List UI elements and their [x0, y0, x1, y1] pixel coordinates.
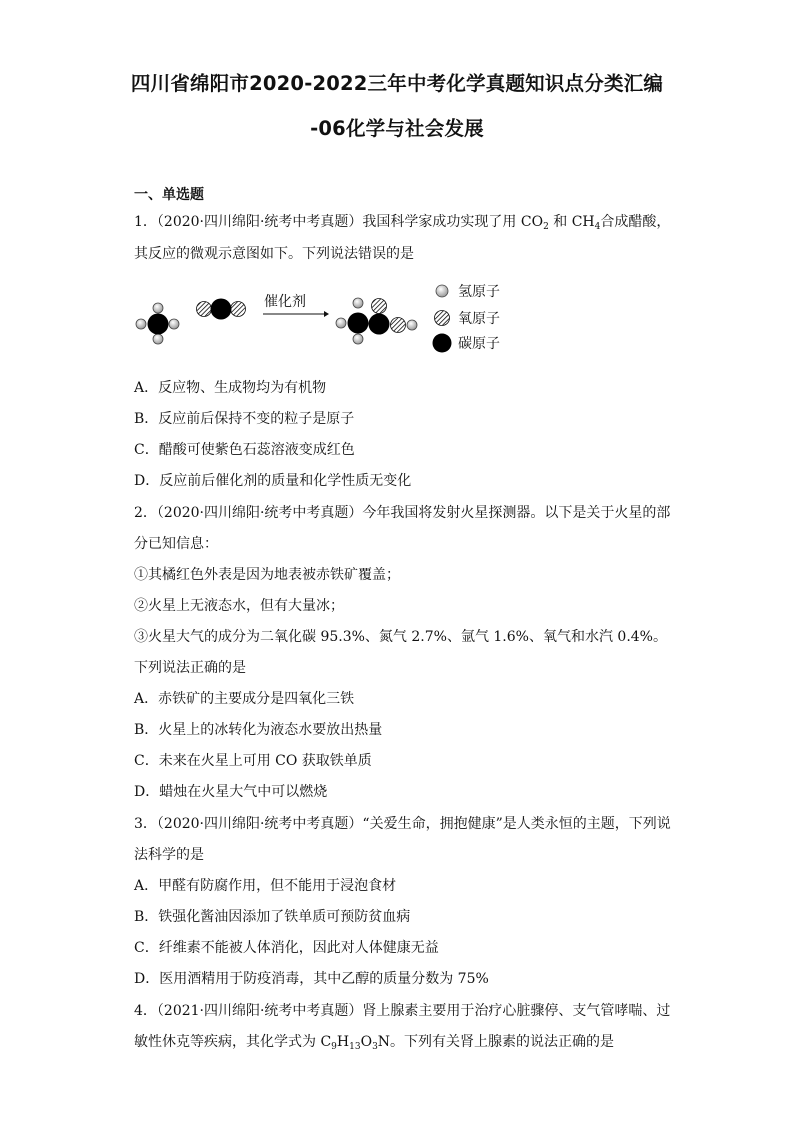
- legend-carbon: [432, 333, 500, 353]
- hydrogen-atom: [136, 319, 146, 329]
- q2-option-d: D．蜡烛在火星大气中可以燃烧: [134, 784, 328, 800]
- q2-option-b: B．火星上的冰转化为液态水要放出热量: [134, 722, 383, 738]
- q1-stem-text-b: 和 CH: [553, 214, 595, 230]
- q3-option-a: A．甲醛有防腐作用，但不能用于浸泡食材: [134, 878, 397, 894]
- q1-option-b: B．反应前后保持不变的粒子是原子: [134, 411, 355, 427]
- legend-oxygen: [432, 308, 500, 328]
- q3-stem-line-2: 法科学的是: [134, 847, 204, 863]
- hydrogen-atom: [153, 303, 163, 313]
- q4-o-letter: O: [360, 1034, 373, 1050]
- q4-stem-text-a: 敏性休克等疾病，其化学式为 C: [134, 1034, 332, 1050]
- carbon-atom: [148, 314, 169, 335]
- oxygen-atom: [372, 299, 387, 314]
- q3-option-d: D．医用酒精用于防疫消毒，其中乙醇的质量分数为 75%: [134, 971, 489, 987]
- hydrogen-atom: [353, 298, 363, 308]
- q4-stem-line-1: 4．（2021·四川绵阳·统考中考真题）肾上腺素主要用于治疗心脏骤停、支气管哮喘、过: [134, 1003, 671, 1019]
- oxygen-atom-icon: [432, 308, 452, 328]
- methane-molecule: [136, 303, 179, 344]
- q1-stem-line-2: 其反应的微观示意图如下。下列说法错误的是: [134, 246, 414, 262]
- q2-stem-line-2: 分已知信息：: [134, 536, 218, 552]
- q3-option-b: B．铁强化酱油因添加了铁单质可预防贫血病: [134, 909, 411, 925]
- q2-info-1: ①其橘红色外表是因为地表被赤铁矿覆盖；: [134, 567, 400, 583]
- q3-stem-line-1: 3．（2020·四川绵阳·统考中考真题）“关爱生命，拥抱健康”是人类永恒的主题，下列说: [134, 816, 671, 832]
- hydrogen-atom-icon: [432, 281, 452, 301]
- q1-ch4-subscript: 4: [594, 222, 601, 232]
- reaction-arrow-head: [324, 311, 329, 317]
- q4-stem-line-2: [134, 1032, 614, 1057]
- carbon-dioxide-molecule: [197, 299, 246, 320]
- q1-stem-text-c: 合成醋酸，: [600, 214, 671, 230]
- q4-o-subscript: 3: [372, 1042, 378, 1052]
- q2-info-2: ②火星上无液态水，但有大量冰；: [134, 598, 344, 614]
- q4-c-subscript: 9: [331, 1042, 337, 1052]
- acetic-acid-molecule: [336, 298, 417, 344]
- document-title-line-2: -06化学与社会发展: [310, 117, 484, 140]
- q4-h-letter: H: [336, 1034, 350, 1050]
- q1-option-d: D．反应前后催化剂的质量和化学性质无变化: [134, 473, 412, 489]
- document-title-line-1: 四川省绵阳市2020-2022三年中考化学真题知识点分类汇编: [130, 72, 664, 95]
- q2-info-3: ③火星大气的成分为二氧化碳 95.3%、氮气 2.7%、氩气 1.6%、氧气和水汽 0.4%。: [134, 629, 667, 645]
- hydrogen-atom: [336, 318, 346, 328]
- carbon-atom: [369, 314, 390, 335]
- q1-stem-line-1: [134, 212, 670, 237]
- q1-stem-text-a: 1．（2020·四川绵阳·统考中考真题）我国科学家成功实现了用 CO: [134, 214, 544, 230]
- q1-co2-subscript: 2: [543, 222, 549, 232]
- q2-ask: 下列说法正确的是: [134, 660, 246, 676]
- q2-stem-line-1: 2．（2020·四川绵阳·统考中考真题）今年我国将发射火星探测器。以下是关于火星的部: [134, 505, 671, 521]
- carbon-atom: [211, 299, 232, 320]
- q1-option-c: C．醋酸可使紫色石蕊溶液变成红色: [134, 442, 355, 458]
- legend-hydrogen-label: 氢原子: [458, 284, 500, 300]
- oxygen-atom: [197, 302, 212, 317]
- q4-stem-text-b: N。下列有关肾上腺素的说法正确的是: [377, 1034, 615, 1050]
- q1-option-a: A．反应物、生成物均为有机物: [134, 380, 327, 396]
- hydrogen-atom: [407, 320, 417, 330]
- hydrogen-atom: [353, 334, 363, 344]
- oxygen-atom: [231, 302, 246, 317]
- legend-oxygen-label: 氧原子: [458, 311, 500, 327]
- legend-hydrogen: [432, 281, 500, 301]
- carbon-atom-icon: [432, 333, 452, 353]
- hydrogen-atom: [169, 319, 179, 329]
- legend-carbon-label: 碳原子: [458, 336, 500, 352]
- oxygen-atom: [391, 318, 406, 333]
- q3-option-c: C．纤维素不能被人体消化，因此对人体健康无益: [134, 940, 439, 956]
- hydrogen-atom: [153, 334, 163, 344]
- carbon-atom: [348, 313, 369, 334]
- catalyst-label: 催化剂: [264, 294, 306, 310]
- q4-h-subscript: 13: [349, 1042, 361, 1052]
- q2-option-c: C．未来在火星上可用 CO 获取铁单质: [134, 753, 372, 769]
- section-heading: 一、单选题: [134, 187, 204, 203]
- q2-option-a: A．赤铁矿的主要成分是四氧化三铁: [134, 691, 355, 707]
